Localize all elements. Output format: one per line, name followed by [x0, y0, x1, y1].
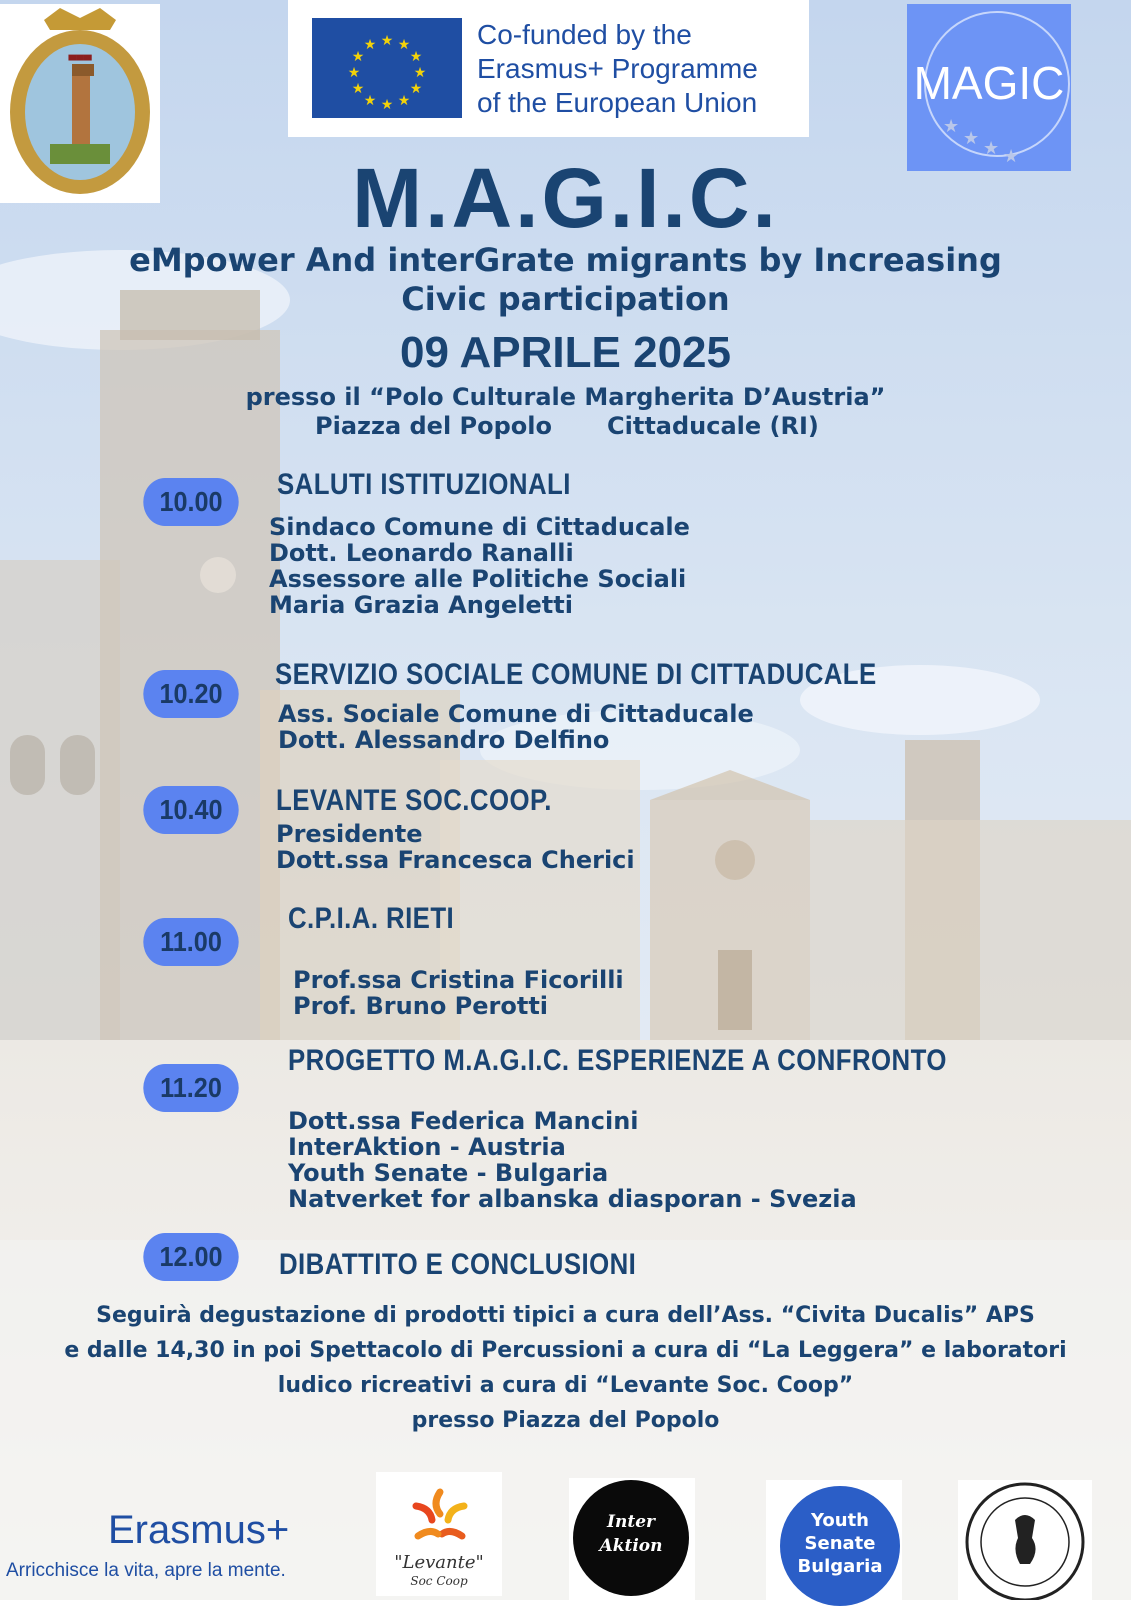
magic-logo [907, 4, 1071, 171]
session-title: DIBATTITO E CONCLUSIONI [279, 1248, 637, 1281]
svg-text:★: ★ [380, 33, 394, 49]
levante-name: "Levante" [394, 1552, 484, 1573]
time-badge: 10.40 [143, 786, 238, 834]
svg-text:★: ★ [397, 37, 411, 53]
eu-flag-icon [312, 18, 462, 118]
svg-text:★: ★ [943, 116, 960, 137]
eu-text-line-3: of the European Union [477, 87, 758, 118]
session-line: Dott. Leonardo Ranalli [269, 539, 574, 567]
session-line: Sindaco Comune di Cittaducale [269, 513, 690, 541]
session-line: Dott.ssa Francesca Cherici [276, 846, 635, 874]
session-details [293, 967, 624, 1019]
erasmus-plus-name: Erasmus+ [108, 1508, 290, 1552]
svg-text:★: ★ [380, 97, 394, 113]
session-title: SERVIZIO SOCIALE COMUNE DI CITTADUCALE [275, 658, 877, 691]
albanian-diaspora-network-logo [958, 1480, 1092, 1600]
session-line: Dott. Alessandro Delfino [278, 726, 610, 754]
svg-text:★: ★ [347, 65, 361, 81]
session-details [269, 514, 690, 618]
eu-cofunded-banner [288, 0, 809, 137]
session-details [278, 701, 754, 753]
closing-line: ludico ricreativi a cura di “Levante Soc. Coop” [277, 1373, 854, 1398]
svg-text:★: ★ [413, 65, 427, 81]
event-subtitle-line-2: Civic participation [401, 280, 730, 318]
svg-text:★: ★ [963, 128, 980, 149]
magic-logo-text: MAGIC [913, 57, 1065, 109]
interaktion-line-2: Aktion [599, 1536, 663, 1556]
svg-text:▀▀▀: ▀▀▀ [68, 56, 92, 67]
erasmus-tagline: Arricchisce la vita, apre la mente. [6, 1560, 286, 1581]
interaktion-logo [569, 1478, 695, 1600]
session-line: Natverket for albanska diasporan - Svezia [288, 1185, 857, 1213]
venue-line: presso il “Polo Culturale Margherita D’Austria” [245, 383, 886, 411]
session-details [276, 821, 635, 873]
session-title: PROGETTO M.A.G.I.C. ESPERIENZE A CONFRONTO [288, 1044, 947, 1077]
event-title: M.A.G.I.C. [352, 151, 779, 245]
eagle-seal-icon [960, 1480, 1090, 1600]
session-line: Prof. Bruno Perotti [293, 992, 549, 1020]
session-line: Dott.ssa Federica Mancini [288, 1107, 639, 1135]
session-line: Presidente [276, 820, 423, 848]
eu-text-line-1: Co-funded by the [477, 19, 692, 50]
time-badge: 12.00 [143, 1233, 238, 1281]
sun-icon [402, 1484, 478, 1556]
svg-text:★: ★ [351, 81, 365, 97]
time-badge: 11.20 [143, 1064, 238, 1112]
svg-text:★: ★ [409, 49, 423, 65]
svg-text:★: ★ [409, 81, 423, 97]
venue-place: Piazza del Popolo [315, 412, 552, 440]
levante-logo [376, 1472, 502, 1596]
time-badge: 10.20 [143, 670, 238, 718]
session-title: SALUTI ISTITUZIONALI [277, 468, 571, 501]
youth-senate-line-1: Youth [811, 1510, 869, 1531]
svg-text:★: ★ [363, 37, 377, 53]
event-date: 09 APRILE 2025 [400, 328, 731, 377]
youth-senate-logo [766, 1480, 902, 1600]
session-line: Prof.ssa Cristina Ficorilli [293, 966, 624, 994]
session-title: LEVANTE SOC.COOP. [276, 784, 552, 817]
session-title: C.P.I.A. RIETI [288, 902, 455, 935]
time-badge: 10.00 [143, 478, 238, 526]
eu-text-line-2: Erasmus+ Programme [477, 53, 758, 84]
interaktion-line-1: Inter [607, 1512, 655, 1532]
erasmus-plus-logo [0, 1508, 320, 1588]
svg-text:★: ★ [983, 138, 1000, 159]
session-line: Assessore alle Politiche Sociali [269, 565, 687, 593]
session-line: Youth Senate - Bulgaria [288, 1159, 609, 1187]
session-line: Ass. Sociale Comune di Cittaducale [278, 700, 754, 728]
closing-line: e dalle 14,30 in poi Spettacolo di Percussioni a cura di “La Leggera” e laboratori [64, 1338, 1067, 1363]
svg-text:★: ★ [351, 49, 365, 65]
youth-senate-line-2: Senate [804, 1533, 876, 1554]
levante-sub: Soc Coop [410, 1574, 468, 1588]
venue-city: Cittaducale (RI) [607, 412, 819, 440]
session-details [288, 1108, 857, 1212]
svg-text:★: ★ [1003, 146, 1020, 167]
time-badge: 11.00 [143, 918, 238, 966]
svg-text:★: ★ [363, 93, 377, 109]
svg-text:★: ★ [397, 93, 411, 109]
session-line: Maria Grazia Angeletti [269, 591, 573, 619]
youth-senate-line-3: Bulgaria [797, 1556, 883, 1577]
session-line: InterAktion - Austria [288, 1133, 566, 1161]
closing-line: presso Piazza del Popolo [411, 1408, 720, 1433]
closing-line: Seguirà degustazione di prodotti tipici a cura dell’Ass. “Civita Ducalis” APS [96, 1303, 1035, 1328]
event-subtitle-line-1: eMpower And interGrate migrants by Increasing [129, 241, 1002, 279]
